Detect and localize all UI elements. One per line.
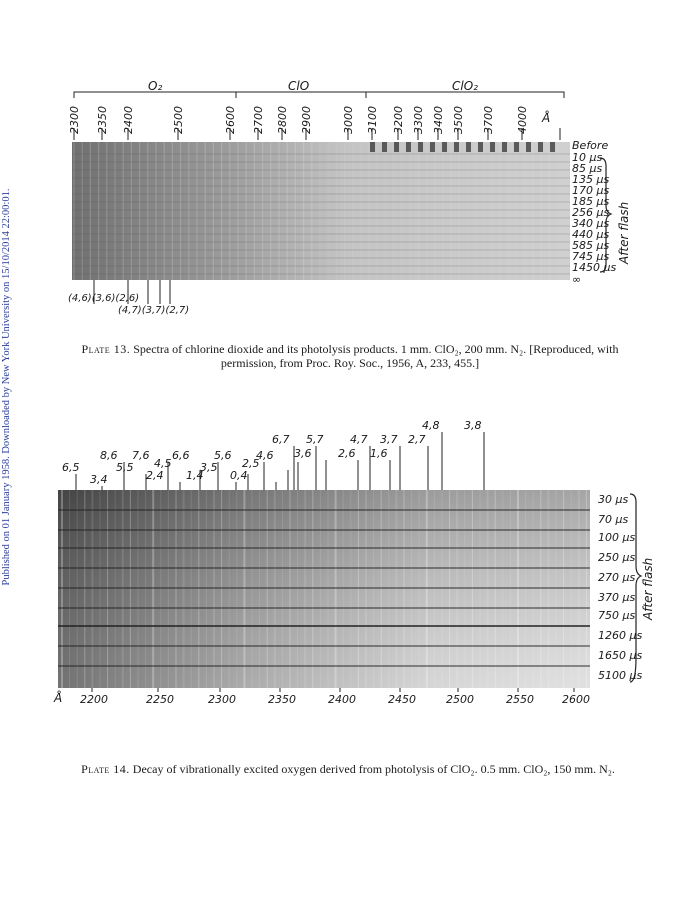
time-label: 370 μs xyxy=(598,591,636,604)
band-label: 6,6 xyxy=(172,449,190,462)
time-label: 5100 μs xyxy=(598,669,643,682)
axis-tick-label: 2400 xyxy=(328,693,356,706)
wavelength-label: 2500 xyxy=(172,106,185,134)
wavelength-label: 3700 xyxy=(482,106,495,134)
axis-unit: Å xyxy=(54,691,63,705)
wavelength-label: 2700 xyxy=(252,106,265,134)
wavelength-label: 3500 xyxy=(452,106,465,134)
wavelength-label: 2400 xyxy=(122,106,135,134)
band-label: 3,4 xyxy=(90,473,108,486)
after-flash-label: After flash xyxy=(641,557,655,620)
time-label: 750 μs xyxy=(598,609,636,622)
time-label: 100 μs xyxy=(598,531,636,544)
band-label: 3,5 xyxy=(200,461,218,474)
time-label: 170 μs xyxy=(572,184,610,197)
time-label: 1260 μs xyxy=(598,629,643,642)
wavelength-label: 3100 xyxy=(366,106,379,134)
download-watermark: Published on 01 January 1958. Downloaded by New York University on 15/10/2014 22:00:01. xyxy=(1,188,12,586)
time-label: 440 μs xyxy=(572,228,610,241)
angstrom-mark: Å xyxy=(542,111,551,125)
axis-tick-label: 2300 xyxy=(208,693,236,706)
axis-tick-label: 2500 xyxy=(446,693,474,706)
wavelength-label: 2350 xyxy=(96,106,109,134)
after-flash-label: After flash xyxy=(617,201,631,264)
band-label: 0,4 xyxy=(230,469,248,482)
axis-tick-label: 2450 xyxy=(388,693,416,706)
time-label: Before xyxy=(572,139,609,152)
wavelength-label: 3000 xyxy=(342,106,355,134)
time-label: 185 μs xyxy=(572,195,610,208)
wavelength-label: 2900 xyxy=(300,106,313,134)
band-label: 3,8 xyxy=(464,419,482,432)
band-label: 4,5 xyxy=(154,457,172,470)
time-label: 270 μs xyxy=(598,571,636,584)
time-label: 250 μs xyxy=(598,551,636,564)
wavelength-label: 2300 xyxy=(68,106,81,134)
time-label: 1650 μs xyxy=(598,649,643,662)
band-label: 6,7 xyxy=(272,433,290,446)
plate-14-caption xyxy=(58,762,638,776)
plate-13-label: Plate 13. xyxy=(81,342,131,356)
group-clo2: ClO₂ xyxy=(452,79,478,93)
wavelength-label: 3300 xyxy=(412,106,425,134)
time-label: 585 μs xyxy=(572,239,610,252)
band-label: 4,6 xyxy=(256,449,274,462)
time-label: 256 μs xyxy=(572,206,610,219)
axis-tick-label: 2350 xyxy=(268,693,296,706)
wavelength-label: 4000 xyxy=(516,106,529,134)
band-label: 1,4 xyxy=(186,469,204,482)
band-label: 2,6 xyxy=(338,447,356,460)
axis-tick-label: 2550 xyxy=(506,693,534,706)
band-label: 1,6 xyxy=(370,447,388,460)
band-label: 5,6 xyxy=(214,449,232,462)
time-label: 135 μs xyxy=(572,173,610,186)
group-clo: ClO xyxy=(288,79,310,93)
band-labels-row1: (4,6)(3,6)(2,6) xyxy=(68,293,140,304)
wavelength-label: 3200 xyxy=(392,106,405,134)
time-label: 85 μs xyxy=(572,162,603,175)
group-o2: O₂ xyxy=(148,79,163,93)
band-label: 2,4 xyxy=(146,469,164,482)
band-label: 5,5 xyxy=(116,461,134,474)
band-label: 5,7 xyxy=(306,433,324,446)
plate-13-caption xyxy=(70,342,630,370)
band-label: 4,7 xyxy=(350,433,368,446)
axis-tick-label: 2250 xyxy=(146,693,174,706)
time-label: 1450 μs xyxy=(572,261,617,274)
axis-tick-label: 2200 xyxy=(80,693,108,706)
plate-14-caption-text: Decay of vibrationally excited oxygen derived from photolysis of ClO₂. 0.5 mm. ClO₂, 150 mm. N₂. xyxy=(132,762,615,776)
plate-13-caption-text: Spectra of chlorine dioxide and its photolysis products. 1 mm. ClO₂, 200 mm. N₂. [Reproduced, with permission, from Proc. Roy. Soc., 1956, A, 233, 455.] xyxy=(133,342,619,370)
plate-14-label: Plate 14. xyxy=(81,762,130,776)
band-label: 3,6 xyxy=(294,447,312,460)
band-label: 3,7 xyxy=(380,433,398,446)
time-label: ∞ xyxy=(572,273,582,286)
wavelength-label: 2800 xyxy=(276,106,289,134)
time-label: 340 μs xyxy=(572,217,610,230)
axis-tick-label: 2600 xyxy=(562,693,590,706)
band-label: 6,5 xyxy=(62,461,80,474)
band-labels-row2: (4,7)(3,7)(2,7) xyxy=(118,305,190,316)
time-label: 30 μs xyxy=(598,493,629,506)
time-label: 70 μs xyxy=(598,513,629,526)
band-label: 2,5 xyxy=(242,457,260,470)
band-label: 2,7 xyxy=(408,433,426,446)
band-label: 7,6 xyxy=(132,449,150,462)
time-label: 745 μs xyxy=(572,250,610,263)
wavelength-label: 3400 xyxy=(432,106,445,134)
band-label: 4,8 xyxy=(422,419,440,432)
wavelength-label: 2600 xyxy=(224,106,237,134)
band-label: 8,6 xyxy=(100,449,118,462)
time-label: 10 μs xyxy=(572,151,603,164)
